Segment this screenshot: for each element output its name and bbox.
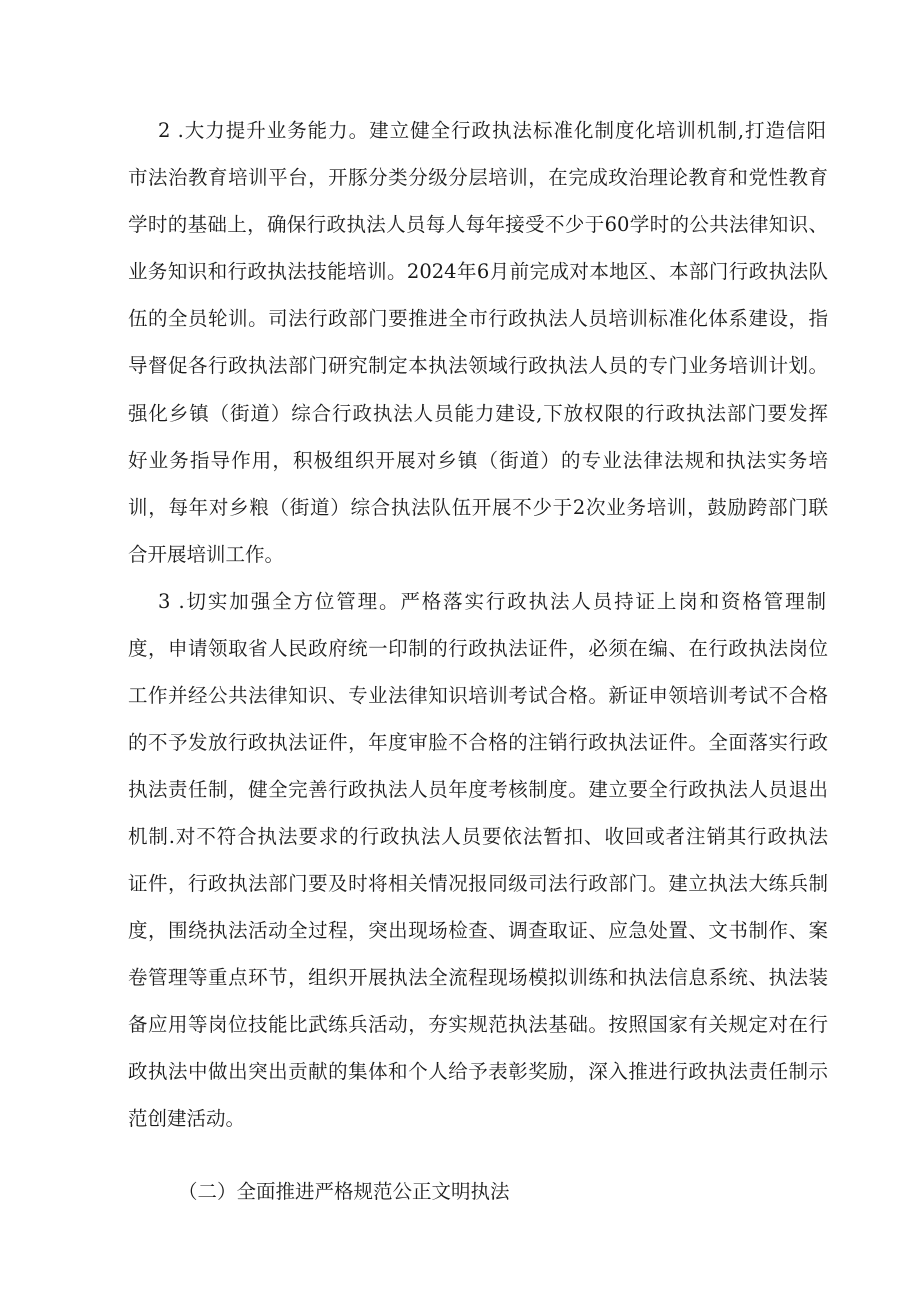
paragraph-line: 的不予发放行政执法证件，年度审脸不合格的注销行政执法证件。全面落实行政 xyxy=(128,731,828,754)
paragraph-line: 度，申请领取省人民政府统一印制的行政执法证件，必须在编、在行政执法岗位 xyxy=(128,637,828,660)
paragraph-line: 市法治教育培训平台，开豚分类分级分层培训，在完成玫治理论教育和党性教育 xyxy=(128,166,828,189)
paragraph-line: 强化乡镇（街道）综合行政执法人员能力建设,下放权限的行政执法部门要发挥 xyxy=(128,402,828,425)
paragraph-line: 卷管理等重点环节，组织开展执法全流程现场模拟训练和执法信息系统、执法装 xyxy=(128,966,828,989)
paragraph-line: 工作并经公共法律知识、专业法律知识培训考试合格。新证申领培训考试不合格 xyxy=(128,684,828,707)
paragraph-line: 证件，行政执法部门要及时将相关情况报同级司法行政部门。建立执法大练兵制 xyxy=(128,872,828,895)
paragraph-line: 导督促各行政执法部门研究制定本执法领域行政执法人员的专门业务培训计划。 xyxy=(128,354,828,377)
paragraph-line: 执法责任制，健全完善行政执法人员年度考核制度。建立要全行政执法人员退出 xyxy=(128,778,828,801)
paragraph-line: 训，每年对乡粮（街道）综合执法队伍开展不少于2次业务培训，鼓励跨部门联 xyxy=(128,496,828,519)
paragraph-line: 3 .切实加强全方位管理。严格落实行政执法人员持证上岗和资格管理制 xyxy=(158,590,826,613)
paragraph-line: 伍的全员轮训。司法行政部门要推进全市行政执法人员培训标准化体系建设，指 xyxy=(128,307,828,330)
paragraph-line: 机制.对不符合执法要求的行政执法人员要依法暂扣、收回或者注销其行政执法 xyxy=(128,825,828,848)
paragraph-line: 范创建活动。 xyxy=(128,1107,246,1130)
paragraph-line: 度，围绕执法活动全过程，突出现场检查、调查取证、应急处置、文书制作、案 xyxy=(128,919,828,942)
paragraph-line: 好业务指导作用，积极组织开展对乡镇（街道）的专业法律法规和执法实务培 xyxy=(128,449,828,472)
paragraph-line: 合开展培训工作。 xyxy=(128,543,285,566)
paragraph-line: 备应用等岗位技能比武练兵活动，夯实规范执法基础。按照国家有关规定对在行 xyxy=(128,1013,828,1036)
paragraph-line: 2 .大力提升业务能力。建立健全行政执法标准化制度化培训机制,打造信阳 xyxy=(158,119,826,142)
paragraph-line: 政执法中做出突出贡献的集体和个人给予表彰奖励，深入推进行政执法责任制示 xyxy=(128,1060,828,1083)
section-heading: （二）全面推进严格规范公正文明执法 xyxy=(178,1180,510,1203)
paragraph-line: 业务知识和行政执法技能培训。2024年6月前完成对本地区、本部门行政执法队 xyxy=(128,260,828,283)
paragraph-line: 学时的基础上，确保行政执法人员每人每年接受不少于60学时的公共法律知识、 xyxy=(128,213,828,236)
